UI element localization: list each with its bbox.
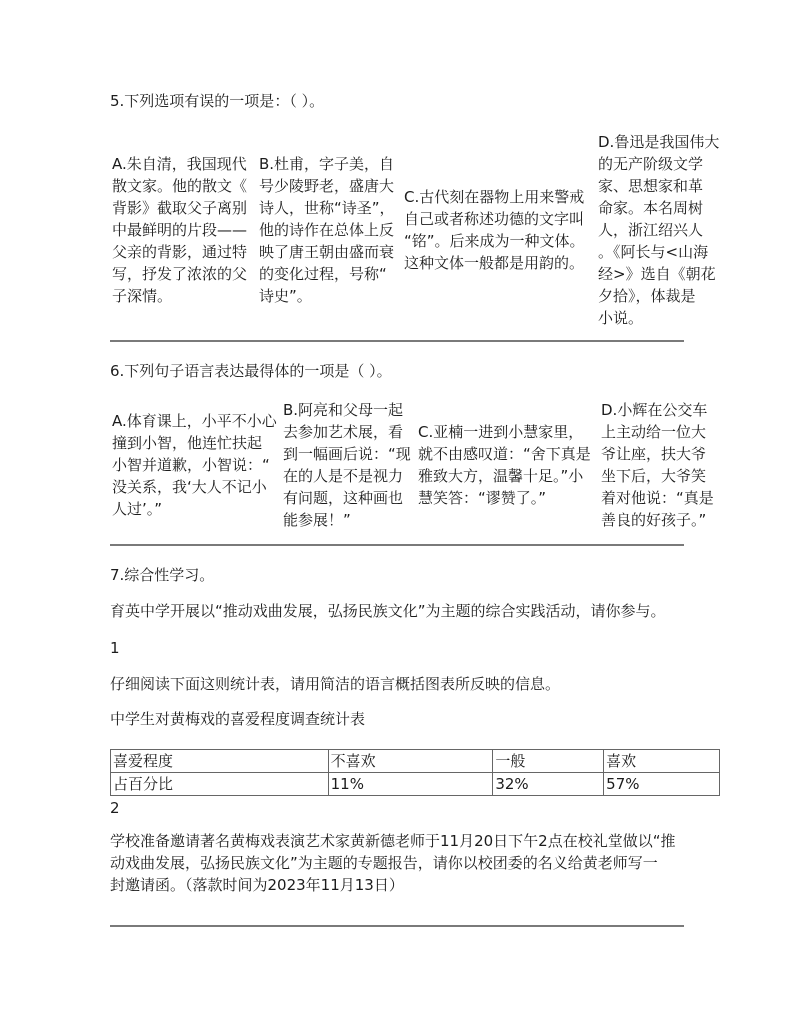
option-text-line: 爷让座，扶大爷	[601, 445, 707, 463]
option-text-line: 散文家。他的散文《	[112, 177, 248, 195]
option-text-line: 小智并道歉，小智说：“	[112, 456, 270, 474]
option-text-line: D.小辉在公交车	[601, 401, 708, 419]
option-text-line: 没关系，我‘大人不记小	[112, 478, 267, 496]
table-cell: 57%	[604, 773, 720, 796]
sub-question-number: 2	[110, 799, 120, 817]
option-text-line: 就不由感叹道：“舍下真是	[418, 445, 591, 463]
option-text-line: 坐下后，大爷笑	[601, 467, 707, 485]
option-text-line: 人，浙江绍兴人	[598, 221, 704, 239]
table-header-cell: 一般	[493, 750, 604, 773]
option-text-line: B.阿亮和父母一起	[283, 401, 404, 419]
option-text-line: A.体育课上，小平不小心	[112, 412, 277, 430]
survey-table	[110, 749, 720, 796]
option-text-line: 号少陵野老，盛唐大	[259, 177, 395, 195]
table-cell: 11%	[328, 773, 493, 796]
option-text-line: 经>》选自《朝花	[598, 265, 716, 283]
q5-option-b	[259, 128, 404, 332]
section-divider	[110, 340, 684, 342]
option-text-line: 这种文体一般都是用韵的。	[404, 254, 585, 272]
sub-question-instruction: 仔细阅读下面这则统计表，请用简洁的语言概括图表所反映的信息。	[110, 675, 561, 693]
option-text-line: 上主动给一位大	[601, 423, 707, 441]
option-text-line: 诗人，世称“诗圣”，	[259, 199, 395, 217]
q5-option-a	[112, 128, 258, 332]
question-7-intro: 育英中学开展以“推动戏曲发展，弘扬民族文化”为主题的综合实践活动，请你参与。	[110, 602, 666, 620]
option-text-line: D.鲁迅是我国伟大	[598, 133, 720, 151]
option-text-line: 在的人是不是视力	[283, 467, 404, 485]
option-text-line: 人过’。”	[112, 500, 163, 518]
q6-option-c	[418, 398, 600, 532]
option-text-line: A.朱自清，我国现代	[112, 155, 247, 173]
option-text-line: C.亚楠一进到小慧家里，	[418, 423, 584, 441]
option-text-line: 撞到小智，他连忙扶起	[112, 434, 263, 452]
q6-option-b	[283, 398, 418, 532]
option-text-line: “铭”。后来成为一种文体。	[404, 232, 585, 250]
option-text-line: B.杜甫，字子美，自	[259, 155, 395, 173]
option-text-line: 善良的好孩子。”	[601, 511, 707, 529]
option-text-line: 映了唐王朝由盛而衰	[259, 243, 395, 261]
option-text-line: 着对他说：“真是	[601, 489, 714, 507]
section-divider	[110, 544, 684, 546]
option-text-line: 的无产阶级文学	[598, 155, 704, 173]
section-divider	[110, 925, 684, 927]
q6-option-a	[112, 398, 282, 532]
option-text-line: 子深情。	[112, 287, 173, 305]
table-header-cell: 喜欢	[604, 750, 720, 773]
option-text-line: 夕拾》，体裁是	[598, 287, 696, 305]
q6-option-d	[601, 398, 723, 532]
option-text-line: 慧笑答：“谬赞了。”	[418, 489, 547, 507]
paragraph-line: 学校准备邀请著名黄梅戏表演艺术家黄新德老师于11月20日下午2点在校礼堂做以“推	[110, 832, 676, 850]
option-text-line: 他的诗作在总体上反	[259, 221, 395, 239]
option-text-line: 有问题，这种画也	[283, 489, 404, 507]
table-header-cell: 不喜欢	[328, 750, 493, 773]
option-text-line: C.古代刻在器物上用来警戒	[404, 188, 585, 206]
table-header-cell: 喜爱程度	[111, 750, 329, 773]
option-text-line: 父亲的背影，通过特	[112, 243, 248, 261]
sub-question-number: 1	[110, 639, 120, 657]
table-header-row	[111, 750, 720, 773]
question-7-title: 7.综合性学习。	[110, 566, 215, 584]
table-row	[111, 773, 720, 796]
table-cell: 32%	[493, 773, 604, 796]
option-text-line: 到一幅画后说：“现	[283, 445, 411, 463]
option-text-line: 自己或者称述功德的文字叫	[404, 210, 585, 228]
option-text-line: 小说。	[598, 309, 644, 327]
q5-option-c	[404, 128, 597, 332]
option-text-line: 诗史”。	[259, 287, 312, 305]
option-text-line: 背影》截取父子离别	[112, 199, 248, 217]
option-text-line: 雅致大方，温馨十足。”小	[418, 467, 584, 485]
table-title: 中学生对黄梅戏的喜爱程度调查统计表	[110, 710, 366, 728]
option-text-line: 去参加艺术展，看	[283, 423, 404, 441]
table-cell: 占百分比	[111, 773, 329, 796]
paragraph-line: 封邀请函。（落款时间为2023年11月13日）	[110, 876, 404, 894]
sub-question-instruction	[110, 830, 676, 896]
question-5-title: 5.下列选项有误的一项是：（ ）。	[110, 92, 325, 110]
option-text-line: 。《阿长与<山海	[598, 243, 709, 261]
option-text-line: 家、思想家和革	[598, 177, 704, 195]
option-text-line: 中最鲜明的片段——	[112, 221, 248, 239]
option-text-line: 命家。本名周树	[598, 199, 704, 217]
option-text-line: 写，抒发了浓浓的父	[112, 265, 248, 283]
option-text-line: 的变化过程，号称“	[259, 265, 387, 283]
question-6-title: 6.下列句子语言表达最得体的一项是（ ）。	[110, 362, 392, 380]
paragraph-line: 动戏曲发展，弘扬民族文化”为主题的专题报告，请你以校团委的名义给黄老师写一	[110, 854, 658, 872]
option-text-line: 能参展！”	[283, 511, 351, 529]
q5-option-d	[598, 128, 722, 332]
